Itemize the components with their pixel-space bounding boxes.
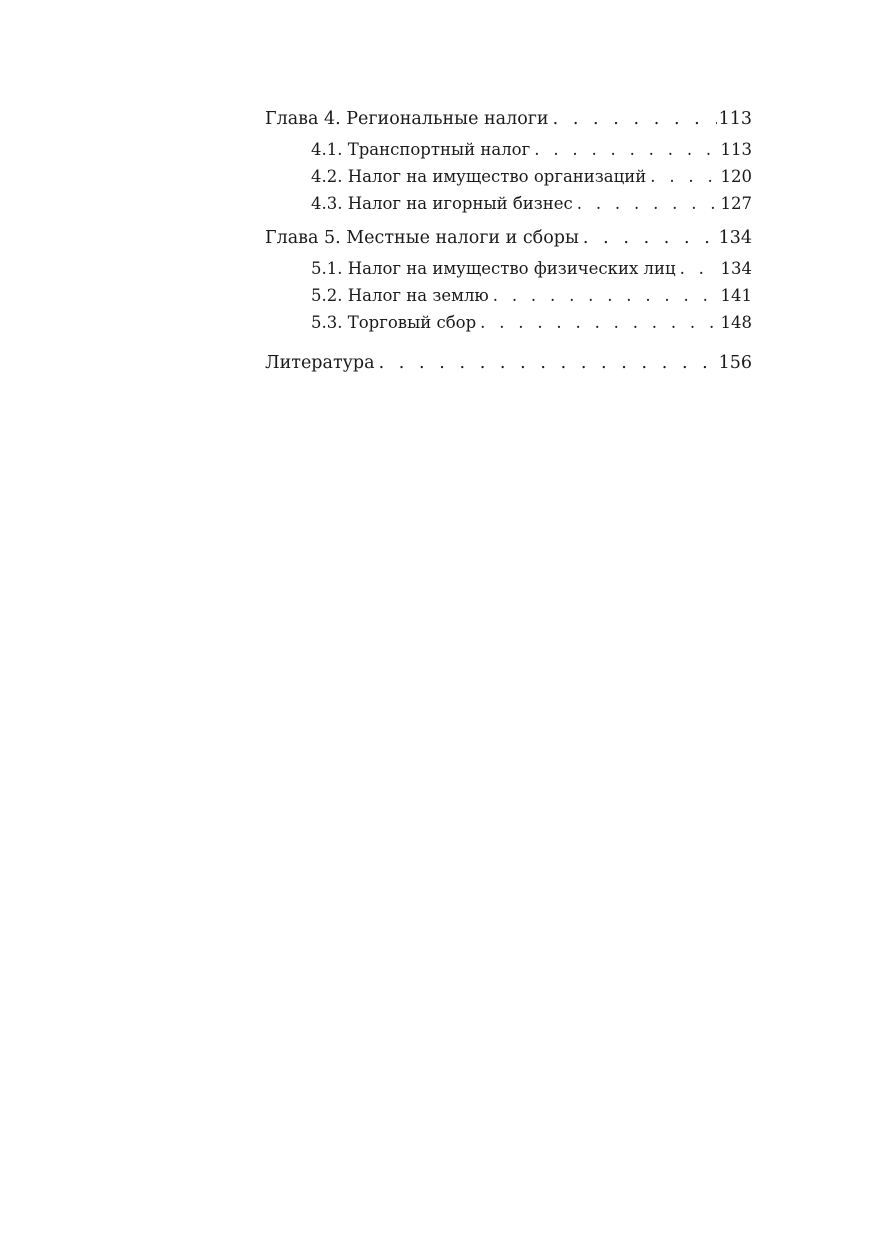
toc-page-number: 134 — [718, 228, 752, 248]
dot-leader — [583, 225, 717, 251]
toc-section-5-3[interactable] — [265, 309, 752, 336]
toc-section-title: 5.1. Налог на имущество физических лиц — [311, 259, 676, 278]
toc-section-title: 4.2. Налог на имущество организаций — [311, 167, 647, 186]
toc-page-number: 127 — [720, 194, 752, 213]
dot-leader — [680, 255, 719, 282]
toc-chapter-title: Глава 4. Региональные налоги — [265, 109, 549, 129]
toc-page-number: 113 — [718, 109, 752, 129]
toc-page-number: 134 — [720, 259, 752, 278]
toc-section-title: 5.2. Налог на землю — [311, 286, 489, 305]
toc-section-5-2[interactable] — [265, 282, 752, 309]
toc-section-4-2[interactable] — [265, 163, 752, 190]
dot-leader — [650, 163, 718, 190]
dot-leader — [553, 106, 717, 132]
toc-chapter-4[interactable] — [265, 106, 752, 132]
toc-chapter-title: Глава 5. Местные налоги и сборы — [265, 228, 579, 248]
dot-leader — [480, 309, 718, 336]
toc-page-number: 156 — [718, 353, 752, 373]
toc-page-number: 148 — [720, 313, 752, 332]
toc-chapter-5-sections — [265, 255, 752, 336]
toc-section-title: 4.1. Транспортный налог — [311, 140, 531, 159]
toc-chapter-4-sections — [265, 136, 752, 217]
toc-page-number: 113 — [720, 140, 752, 159]
toc-section-4-3[interactable] — [265, 190, 752, 217]
toc-section-title: 5.3. Торговый сбор — [311, 313, 477, 332]
toc-section-4-1[interactable] — [265, 136, 752, 163]
toc-section-title: 4.3. Налог на игорный бизнес — [311, 194, 573, 213]
table-of-contents — [265, 106, 752, 376]
toc-page-number: 141 — [720, 286, 752, 305]
toc-section-5-1[interactable] — [265, 255, 752, 282]
dot-leader — [577, 190, 719, 217]
toc-literature[interactable] — [265, 350, 752, 376]
dot-leader — [379, 350, 717, 376]
dot-leader — [534, 136, 718, 163]
dot-leader — [493, 282, 719, 309]
toc-page-number: 120 — [720, 167, 752, 186]
toc-literature-title: Литература — [265, 353, 375, 373]
toc-chapter-5[interactable] — [265, 225, 752, 251]
